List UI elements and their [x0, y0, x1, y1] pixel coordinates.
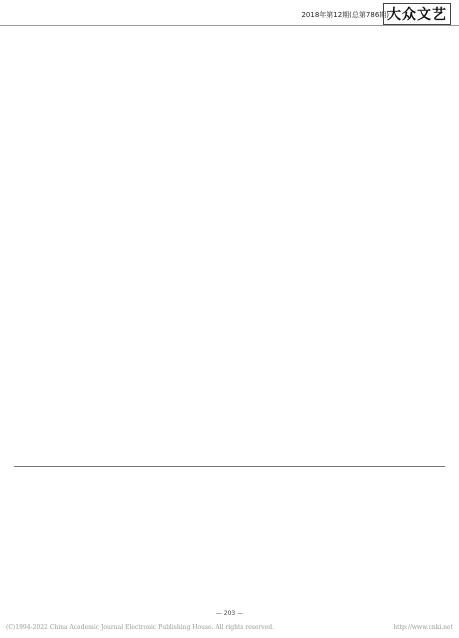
top-right-column [239, 34, 445, 462]
bottom-left-column [14, 472, 220, 600]
top-left-column [14, 34, 220, 462]
article-page [14, 34, 445, 600]
section-divider [14, 466, 445, 467]
source-url[interactable]: http://www.cnki.net [393, 624, 453, 631]
article-top-section [14, 34, 445, 462]
journal-logo: 大众文艺 [383, 3, 451, 25]
copyright-text: (C)1994-2022 China Academic Journal Electronic Publishing House. All rights reserved. [6, 624, 274, 631]
journal-header [0, 0, 459, 26]
page-footer [6, 624, 453, 634]
article-bottom-section [14, 472, 445, 600]
issue-label: 2018年第12期(总第786期) [301, 11, 389, 19]
page-number: — 203 — [215, 610, 244, 617]
bottom-right-column [239, 472, 445, 600]
